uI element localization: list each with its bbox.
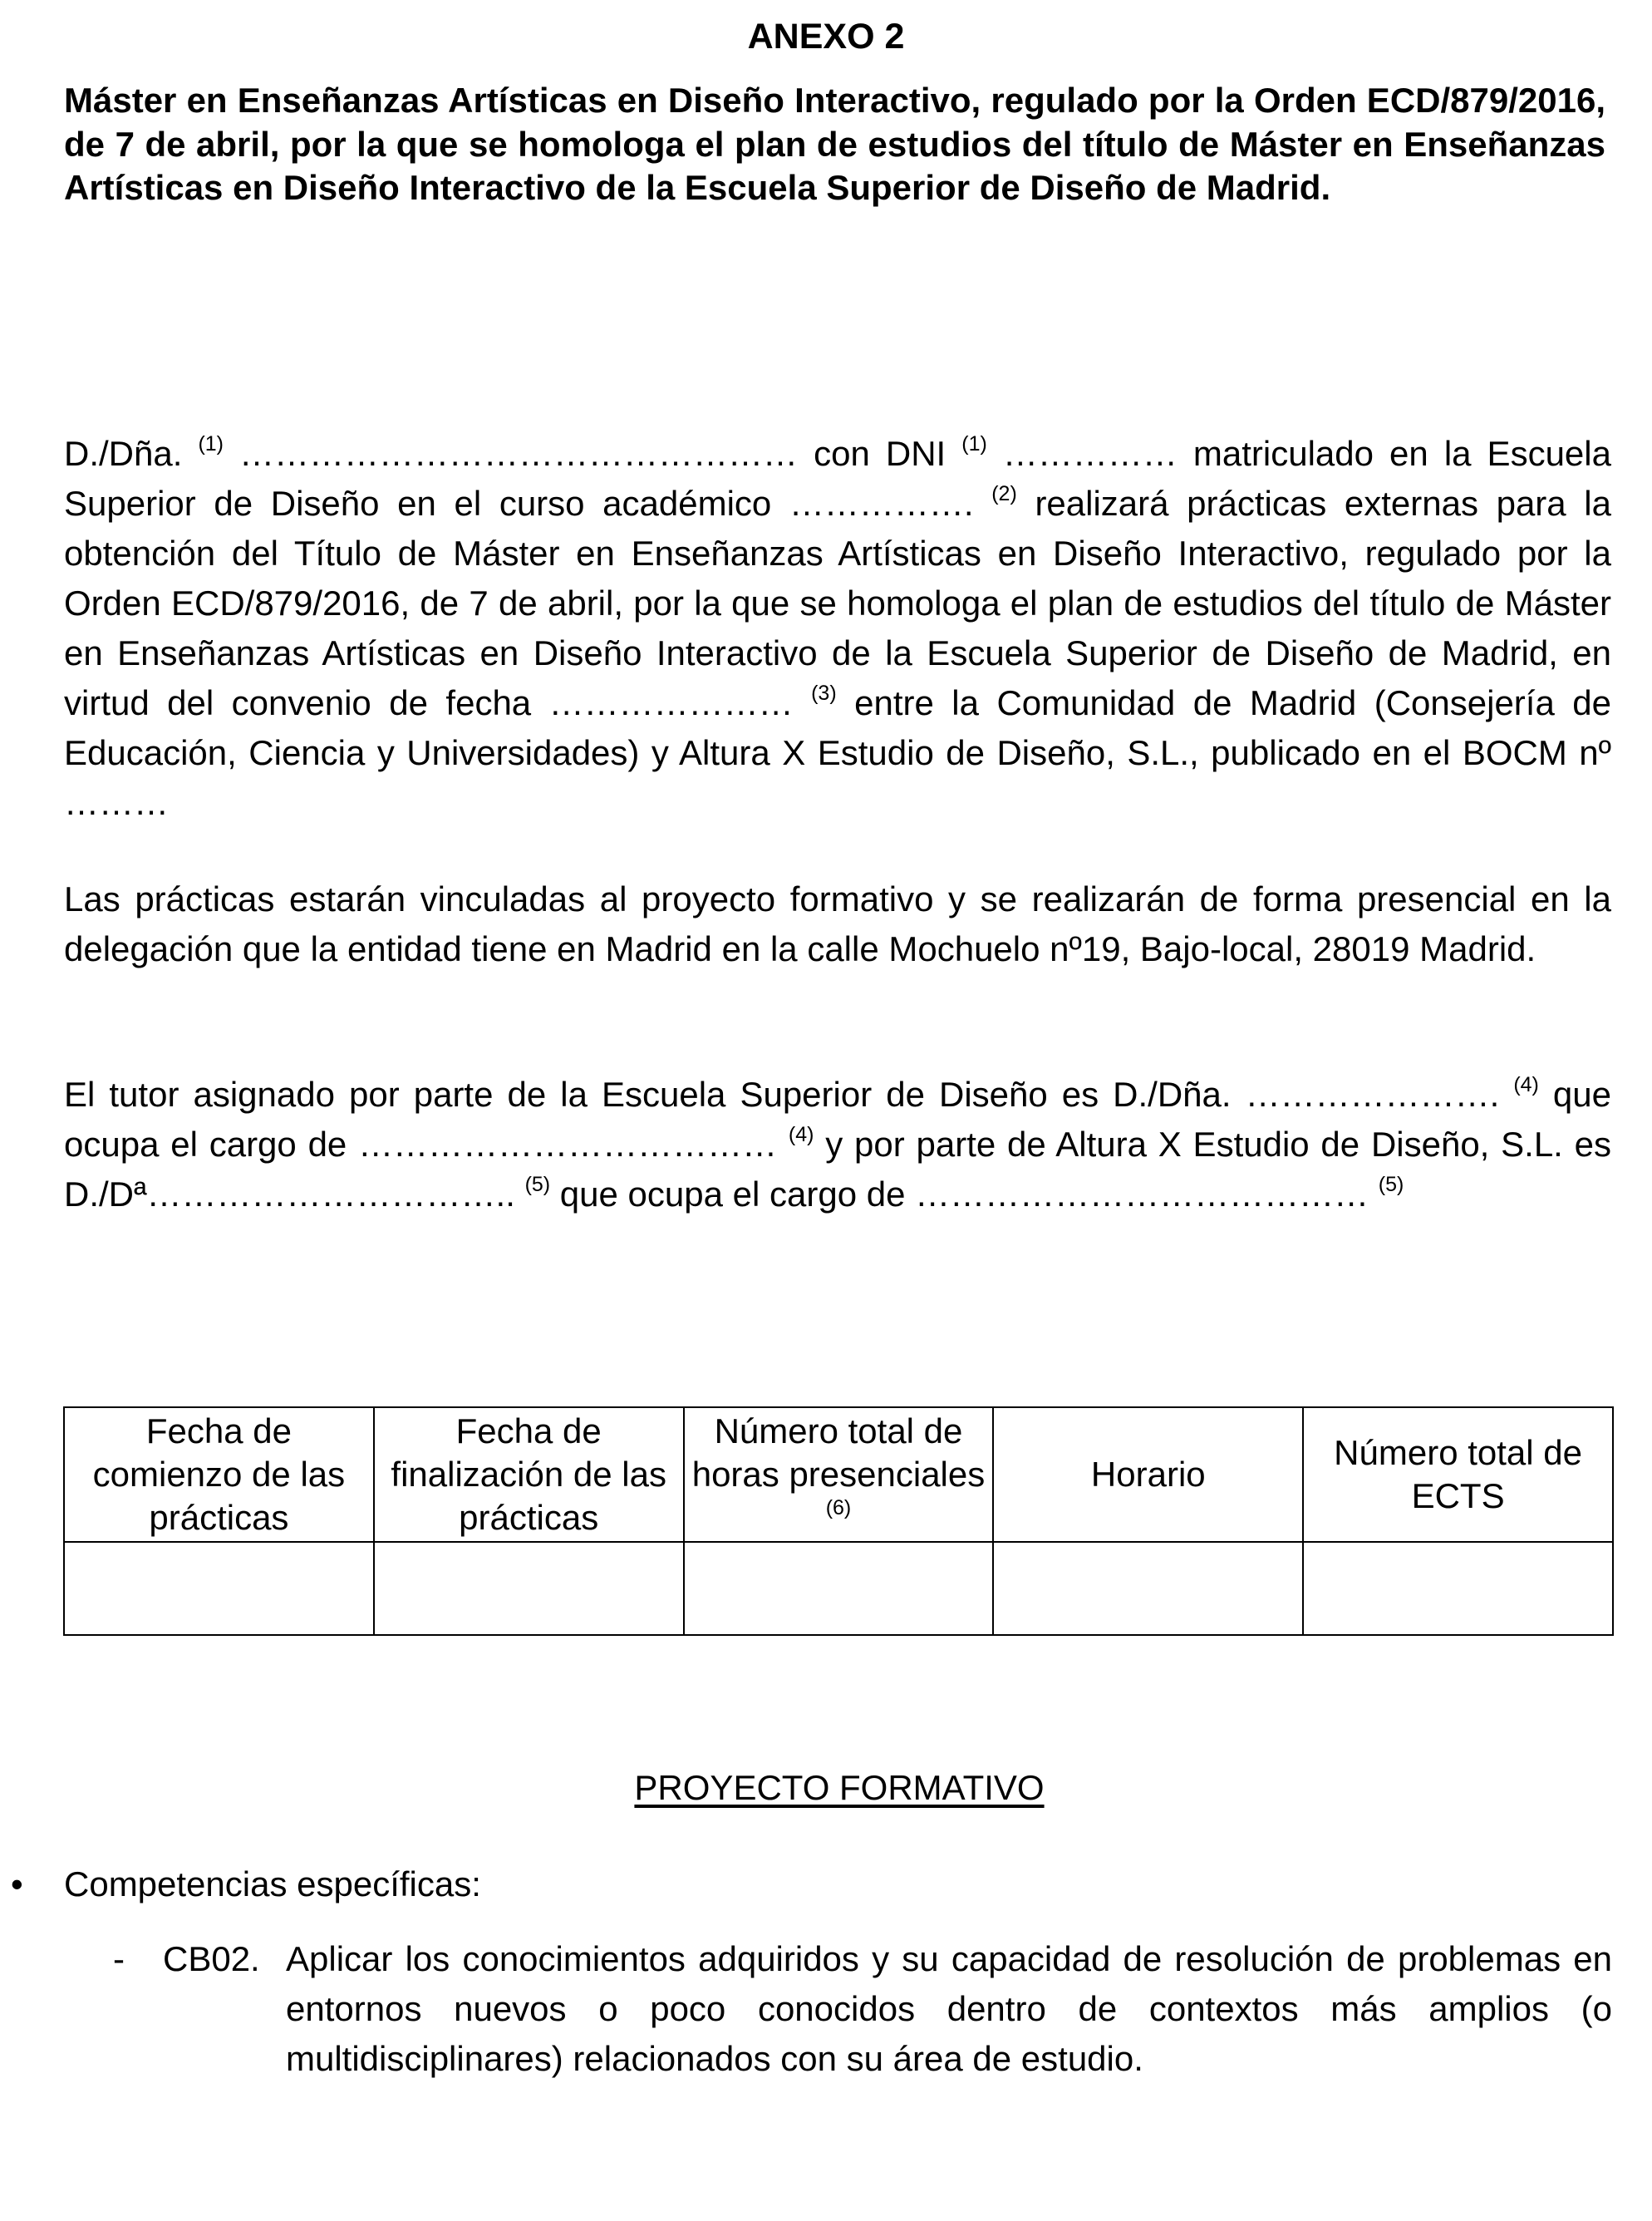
- header-total-hours-label: Número total de horas presenciales: [691, 1411, 986, 1494]
- tutor-text-4: que ocupa el cargo de …………………………………: [550, 1175, 1379, 1214]
- tutor-text-2: que ocupa el cargo de ………………………………: [64, 1075, 1611, 1164]
- competencies-label: Competencias específicas:: [64, 1864, 481, 1903]
- bullet-icon: •: [11, 1864, 23, 1903]
- competency-text: Aplicar los conocimientos adquiridos y su capacidad de resolución de problemas en entornos nuevos o poco conocidos dentro de contextos más amplios (o multidisciplinares) relacionados con su área de estudio.: [286, 1939, 1612, 2078]
- footnote-ref-1a: (1): [198, 432, 224, 456]
- header-schedule-label: Horario: [1090, 1455, 1206, 1494]
- tutor-text-1: El tutor asignado por parte de la Escuela Superior de Diseño es D./Dña. ………………….: [64, 1075, 1514, 1114]
- table-row: [64, 1542, 1613, 1635]
- footnote-ref-5b: (5): [1378, 1173, 1404, 1196]
- header-start-date: [64, 1407, 374, 1542]
- cell-total-hours[interactable]: [684, 1542, 994, 1635]
- tutor-text-3: y por parte de Altura X Estudio de Diseño, S.L. es D./Dª…………………………..: [64, 1125, 1612, 1214]
- student-text-1: D./Dña.: [64, 434, 199, 473]
- competency-code: CB02.: [163, 1939, 260, 1978]
- header-total-hours: [684, 1407, 994, 1542]
- footnote-ref-5a: (5): [524, 1173, 551, 1196]
- cell-total-ects[interactable]: [1303, 1542, 1613, 1635]
- internship-dates-table: [63, 1406, 1614, 1636]
- cell-end-date[interactable]: [374, 1542, 684, 1635]
- tutor-paragraph: [64, 1070, 1611, 1219]
- footnote-ref-4b: (4): [788, 1123, 814, 1146]
- header-end-date-label: Fecha de finalización de las prácticas: [391, 1411, 666, 1537]
- location-paragraph: Las prácticas estarán vinculadas al proyecto formativo y se realizarán de forma presencial en la delegación que la entidad tiene en Madrid en la calle Mochuelo nº19, Bajo-local, 28019 Madrid.: [64, 879, 1611, 968]
- header-start-date-label: Fecha de comienzo de las prácticas: [92, 1411, 346, 1537]
- footnote-ref-2: (2): [991, 482, 1017, 505]
- document-heading: Máster en Enseñanzas Artísticas en Diseño Interactivo, regulado por la Orden ECD/879/2016, de 7 de abril, por la que se homologa el plan de estudios del título de Máster en Enseñanzas Artísticas en Diseño Interactivo de la Escuela Superior de Diseño de Madrid.: [64, 81, 1605, 207]
- table-header-row: [64, 1407, 1613, 1542]
- footnote-ref-4a: (4): [1513, 1073, 1539, 1096]
- student-text-2: ………………………………………… con DNI: [224, 434, 962, 473]
- header-total-ects-label: Número total de ECTS: [1334, 1433, 1582, 1515]
- footnote-ref-1b: (1): [961, 432, 987, 456]
- student-text-5: entre la Comunidad de Madrid (Consejería de Educación, Ciencia y Universidades) y Altura X Estudio de Diseño, S.L., publicado en el BOCM nº ………: [64, 683, 1611, 822]
- header-end-date: [374, 1407, 684, 1542]
- student-text-3: …………… matriculado en la Escuela Superior de Diseño en el curso académico …………….: [64, 434, 1611, 523]
- student-paragraph: [64, 429, 1611, 828]
- footnote-ref-3: (3): [811, 682, 837, 705]
- dash-icon: -: [113, 1939, 125, 1978]
- annex-title: ANEXO 2: [747, 17, 905, 57]
- footnote-ref-6: (6): [825, 1496, 852, 1519]
- student-text-4: realizará prácticas externas para la obtención del Título de Máster en Enseñanzas Artísticas en Diseño Interactivo, regulado por la Orden ECD/879/2016, de 7 de abril, por la que se homologa el plan de estudios del título de Máster en Enseñanzas Artísticas en Diseño Interactivo de la Escuela Superior de Diseño de Madrid, en virtud del convenio de fecha …………………: [64, 484, 1611, 722]
- header-total-ects: [1303, 1407, 1613, 1542]
- cell-schedule[interactable]: [993, 1542, 1303, 1635]
- cell-start-date[interactable]: [64, 1542, 374, 1635]
- header-schedule: [993, 1407, 1303, 1542]
- section-title: PROYECTO FORMATIVO: [634, 1768, 1045, 1807]
